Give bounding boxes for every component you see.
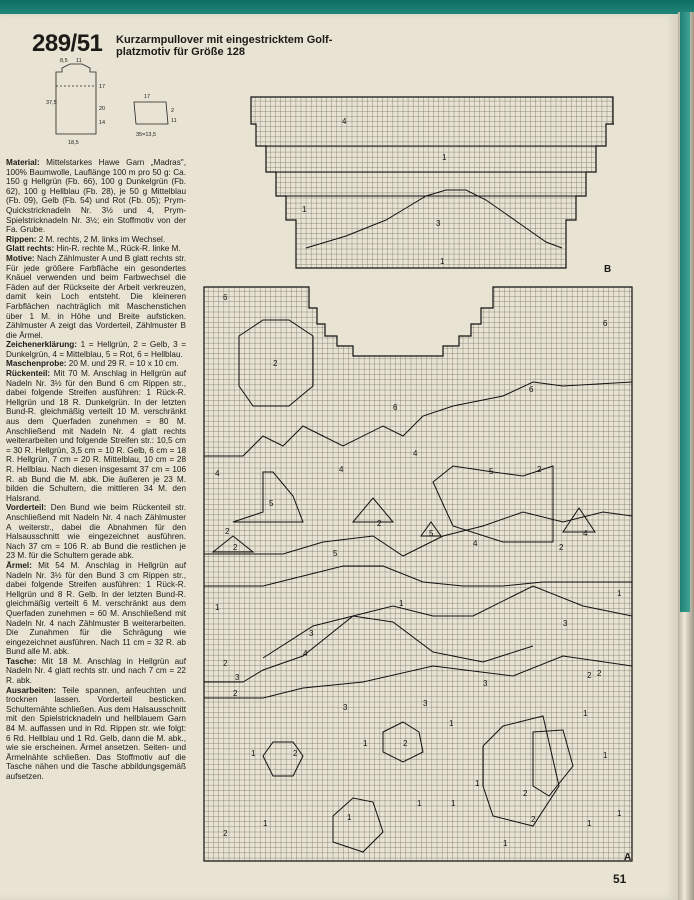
instruction-text: Nach Zählmuster A und B glatt rechts str. Für jede größere Farbfläche ein gesondertes Knäuel verwenden und beim Farbwechsel die Fäden auf der Rückseite der Arbeit verkreuzen, damit kein Loch entsteht. Die kleineren Farbflächen nachträglich mit Maschenstichen über 1 M. in Höhe und Breite aufsticken. Zählmuster A zeigt das Vorderteil, Zählmuster B die Ärmel.: [6, 253, 186, 340]
chart-a-colour-label: 1: [587, 819, 592, 828]
sketch-label-left: 37,5: [46, 100, 57, 106]
chart-a-front: [203, 286, 633, 862]
sketch-label-mid-b: 14: [99, 120, 106, 126]
chart-a-colour-label: 3: [235, 673, 240, 682]
chart-a-colour-label: 1: [399, 599, 404, 608]
chart-a-colour-label: 2: [225, 527, 230, 536]
chart-a-colour-label: 5: [489, 467, 494, 476]
sketch-label-sleeve-bottom: 35=13,5: [136, 132, 157, 138]
chart-a-motif-outline: [233, 472, 303, 522]
instruction-heading: Ausarbeiten:: [6, 685, 57, 695]
instruction-text: Mit 70 M. Anschlag in Hellgrün auf Nadeln Nr. 3½ für den Bund 6 cm Rippen str., dabei folgende Streifen ausführen: 1 Rück-R. Hellgrün und 18 R. Dunkelgrün. In der letzten Bund-R. gleichmäßig verteilt 10 M. verschränkt aus dem Querfaden zunehmen = 80 M. Anschließend mit Nadeln Nr. 4 glatt rechts weiterarbeiten und folgende Streifen str.: 10,5 cm = 30 R. Hellgrün, 3,5 cm = 10 R. Gelb, 6 cm = 18 R. Hellgrün, 7 cm = 20 R. Mittelblau, 10 cm = 28 R. Hellblau. Nach diesen insgesamt 37 cm = 106 R. ab Bund die M. abk. Die äußeren je 23 M. bilden die Schultern, die mittleren 34 M. den Halsrand.: [6, 369, 186, 503]
chart-a-colour-label: 2: [233, 543, 238, 552]
instruction-heading: Vorderteil:: [6, 503, 47, 513]
chart-a-colour-label: 2: [531, 815, 536, 824]
instruction-heading: Glatt rechts:: [6, 244, 55, 254]
chart-a-colour-label: 2: [403, 739, 408, 748]
chart-a-colour-label: 6: [603, 319, 608, 328]
measurement-sketch: [44, 58, 214, 148]
instruction-heading: Ärmel:: [6, 560, 32, 570]
instruction-text: Den Bund wie beim Rückenteil str. Anschließend mit Nadeln Nr. 4 nach Zählmuster A weiterstr., dabei die Abnahmen für den Halsausschnitt wie eingezeichnet ausführen. Nach 37 cm = 106 R. ab Bund die restlichen je 23 M. für die Schultern gerade abk.: [6, 503, 186, 561]
instruction-paragraph: [6, 561, 186, 657]
chart-b-sleeve: [250, 96, 614, 270]
instruction-paragraph: [6, 254, 186, 340]
knitting-instructions: [6, 158, 186, 782]
chart-b-stripe-lines: [256, 146, 606, 196]
chart-a-colour-label: 3: [309, 629, 314, 638]
chart-a-motif-outline: [204, 512, 632, 556]
instruction-heading: Rippen:: [6, 234, 37, 244]
chart-a-colour-label: 3: [343, 703, 348, 712]
sketch-label-sleeve-top: 17: [144, 94, 151, 100]
instruction-paragraph: [6, 359, 186, 369]
instruction-heading: Tasche:: [6, 656, 37, 666]
chart-a-colour-label: 6: [529, 385, 534, 394]
chart-a-colour-label: 1: [603, 751, 608, 760]
instruction-text: Hin-R. rechte M., Rück-R. linke M.: [54, 244, 181, 254]
instruction-text: 20 M. und 29 R. = 10 x 10 cm.: [66, 359, 179, 369]
chart-a-colour-label: 1: [617, 809, 622, 818]
chart-a-colour-label: 2: [223, 659, 228, 668]
instruction-text: 1 = Hellgrün, 2 = Gelb, 3 = Dunkelgrün, 4 = Mittelblau, 5 = Rot, 6 = Hellblau.: [6, 340, 186, 359]
instruction-text: Mittelstarkes Hawe Garn „Madras", 100% Baumwolle, Lauflänge 100 m pro 50 g: Ca. 150 g Hellgrün (Fb. 66), 100 g Dunkelgrün (Fb. 62), 100 g Hellblau (Fb. 28), je 50 g Mittelblau (Fb. 09), Gelb (Fb. 54) und Rot (Fb. 05); Prym-Quickstricknadeln Nr. 3½ und 4, Prym-Spielstricknadeln Nr. 3½; ein Stoffmotiv von der Fa. Grube.: [6, 158, 186, 235]
instruction-heading: Material:: [6, 158, 40, 167]
chart-b-outline: [251, 97, 614, 268]
pattern-number: 289/51: [32, 30, 103, 57]
chart-a-colour-label: 1: [583, 709, 588, 718]
chart-a-colour-label: 2: [293, 749, 298, 758]
chart-a-colour-label: 2: [377, 519, 382, 528]
chart-a-colour-label: 1: [347, 813, 352, 822]
chart-a-colour-label: 2: [597, 669, 602, 678]
chart-a-colour-label: 4: [413, 449, 418, 458]
chart-a-colour-label: 1: [263, 819, 268, 828]
sketch-label-right: 17: [99, 84, 106, 90]
page-number: 51: [613, 872, 627, 886]
chart-a-motif-outline: [204, 382, 632, 456]
sketch-label-mid-a: 20: [99, 106, 106, 112]
chart-b-hill-outline: [306, 190, 562, 248]
chart-a-colour-label: 5: [333, 549, 338, 558]
instruction-paragraph: [6, 235, 186, 245]
instruction-paragraph: [6, 686, 186, 782]
chart-a-colour-label: 5: [429, 529, 434, 538]
instruction-paragraph: [6, 657, 186, 686]
instruction-text: Teile spannen, anfeuchten und trocknen lassen. Vorderteil besticken. Schulternähte schließen. Aus dem Halsausschnitt mit den Spielstricknadeln und hellblauem Garn 84 M. auffassen und in Rd. Rippen str. wie folgt: 6 Rd. Hellblau und 1 Rd. Gelb, dann die M. abk., wie sie erscheinen. Ärmel ansetzen. Seiten- und Ärmelnähte schließen. Das Stoffmotiv auf die Tasche nähen und die Tasche abbildungsgemäß aufsetzen.: [6, 685, 186, 781]
instruction-heading: Motive:: [6, 253, 35, 263]
chart-a-colour-label: 1: [503, 839, 508, 848]
chart-a-colour-label: 1: [363, 739, 368, 748]
chart-a-colour-label: 4: [339, 465, 344, 474]
chart-a-colour-label: 1: [449, 719, 454, 728]
instruction-text: 2 M. rechts, 2 M. links im Wechsel.: [36, 234, 166, 244]
instruction-heading: Maschenprobe:: [6, 359, 67, 369]
chart-a-colour-label: 3: [563, 619, 568, 628]
chart-a-motif-outline: [204, 586, 632, 682]
chart-a-colour-label: 2: [273, 359, 278, 368]
chart-a-colour-label: 1: [215, 603, 220, 612]
chart-a-colour-label: 4: [583, 529, 588, 538]
chart-a-motif-outline: [204, 566, 632, 586]
instruction-paragraph: [6, 244, 186, 254]
instruction-text: Mit 18 M. Anschlag in Hellgrün auf Nadeln Nr. 4 glatt rechts str. und nach 7 cm = 22 R. abk.: [6, 656, 186, 686]
chart-a-motif-outline: [263, 742, 303, 776]
sketch-label-bottom: 18,5: [68, 140, 79, 146]
chart-a-colour-label: 1: [475, 779, 480, 788]
chart-a-colour-label: 6: [393, 403, 398, 412]
chart-a-letter: A: [624, 852, 632, 863]
chart-a-grid: [203, 286, 633, 862]
chart-a-colour-label: 2: [559, 543, 564, 552]
chart-a-colour-label: 2: [223, 829, 228, 838]
chart-b-colour-label: 1: [442, 153, 447, 162]
chart-b-colour-label: 1: [302, 205, 307, 214]
chart-a-colour-label: 2: [587, 671, 592, 680]
chart-a-colour-label: 4: [473, 539, 478, 548]
sketch-label-sleeve-side-b: 11: [171, 118, 177, 124]
chart-a-colour-label: 2: [537, 465, 542, 474]
chart-a-colour-label: 4: [215, 469, 220, 478]
chart-a-colour-label: 1: [451, 799, 456, 808]
sketch-label-top-b: 11: [76, 58, 82, 64]
chart-b-colour-label: 1: [440, 257, 445, 266]
chart-a-motif-outline: [483, 716, 559, 826]
chart-a-colour-label: 5: [269, 499, 274, 508]
sketch-label-top-a: 8,5: [60, 58, 68, 64]
chart-a-colour-label: 1: [617, 589, 622, 598]
chart-a-colour-label: 2: [523, 789, 528, 798]
chart-a-colour-label: 1: [251, 749, 256, 758]
chart-a-colour-label: 4: [303, 649, 308, 658]
instruction-paragraph: [6, 340, 186, 359]
sketch-label-sleeve-side-a: 2: [171, 108, 175, 114]
instruction-heading: Zeichenerklärung:: [6, 340, 77, 350]
page-stack-edge: [678, 12, 694, 900]
chart-b-colour-label: 3: [436, 219, 441, 228]
chart-a-colour-label: 3: [483, 679, 488, 688]
chart-a-colour-label: 6: [223, 293, 228, 302]
chart-b-letter: B: [604, 264, 612, 275]
pattern-title: Kurzarmpullover mit eingestricktem Golf-platzmotiv für Größe 128: [116, 34, 333, 58]
instruction-heading: Rückenteil:: [6, 369, 51, 379]
instruction-text: Mit 54 M. Anschlag in Hellgrün auf Nadeln Nr. 3½ für den Bund 3 cm Rippen str., dabei folgende Streifen ausführen: 1 Rück-R. Hellgrün und 8 R. Gelb. In der letzten Bund-R. gleichmäßig verteilt 6 M. verschränkt aus dem Querfaden zunehmen = 60 M. Anschließend mit Nadeln Nr. 4 nach Zählmuster B weiterarbeiten. Die Zunahmen für die Schrägung wie eingezeichnet ausführen. Nach 11 cm = 32 R. ab Bund alle M. abk.: [6, 560, 186, 657]
chart-a-colour-label: 1: [417, 799, 422, 808]
instruction-paragraph: [6, 503, 186, 561]
chart-a-colour-label: 2: [233, 689, 238, 698]
instruction-paragraph: [6, 158, 186, 235]
chart-b-colour-label: 4: [342, 117, 347, 126]
instruction-paragraph: [6, 369, 186, 503]
chart-b-grid: [250, 96, 614, 270]
chart-a-colour-label: 3: [423, 699, 428, 708]
chart-a-motif-outline: [433, 466, 553, 542]
